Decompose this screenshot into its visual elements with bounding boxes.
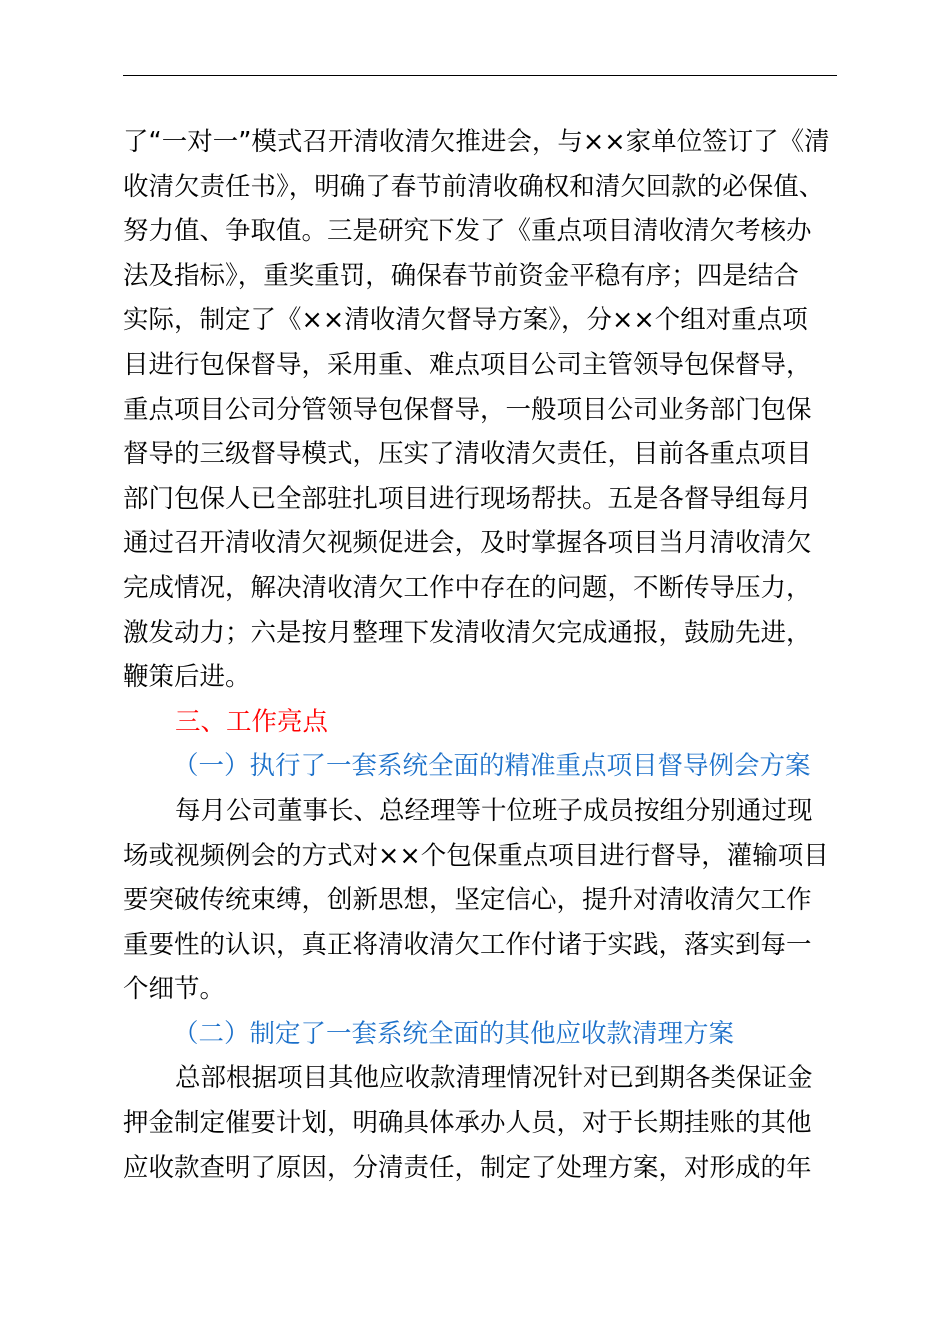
subsection-heading-1: （一）执行了一套系统全面的精准重点项目督导例会方案 <box>173 751 811 782</box>
text-line: 完成情况，解决清收清欠工作中存在的问题，不断传导压力， <box>123 572 812 603</box>
text-line: 了“一对一”模式召开清收清欠推进会，与××家单位签订了《清 <box>123 127 830 157</box>
text-line: 重要性的认识，真正将清收清欠工作付诸于实践，落实到每一 <box>123 929 812 960</box>
text-line: 场或视频例会的方式对××个包保重点项目进行督导，灌输项目 <box>123 840 829 871</box>
text-line: 鞭策后进。 <box>123 662 251 693</box>
text-line: 每月公司董事长、总经理等十位班子成员按组分别通过现 <box>175 795 813 826</box>
text-line: 通过召开清收清欠视频促进会，及时掌握各项目当月清收清欠 <box>123 528 812 559</box>
text-line: 努力值、争取值。三是研究下发了《重点项目清收清欠考核办 <box>123 216 812 247</box>
text-line: 重点项目公司分管领导包保督导，一般项目公司业务部门包保 <box>123 394 812 425</box>
document-body <box>123 120 837 1190</box>
section-heading: 三、工作亮点 <box>175 706 329 737</box>
text-line: 目进行包保督导，采用重、难点项目公司主管领导包保督导， <box>123 349 812 380</box>
paragraph-continuation <box>123 120 837 700</box>
subsection-2-paragraph <box>123 1056 837 1190</box>
subsection-heading-2: （二）制定了一套系统全面的其他应收款清理方案 <box>173 1018 735 1049</box>
text-line: 押金制定催要计划，明确具体承办人员，对于长期挂账的其他 <box>123 1108 812 1139</box>
text-line: 个细节。 <box>123 974 226 1005</box>
text-line: 法及指标》，重奖重罚，确保春节前资金平稳有序；四是结合 <box>123 260 799 291</box>
subsection-1-paragraph <box>123 789 837 1012</box>
text-line: 应收款查明了原因，分清责任，制定了处理方案，对形成的年 <box>123 1152 812 1183</box>
header-rule <box>123 75 837 76</box>
text-line: 收清欠责任书》，明确了春节前清收确权和清欠回款的必保值、 <box>123 171 825 202</box>
text-line: 督导的三级督导模式，压实了清收清欠责任，目前各重点项目 <box>123 439 812 470</box>
text-line: 激发动力；六是按月整理下发清收清欠完成通报，鼓励先进， <box>123 617 812 648</box>
text-line: 部门包保人已全部驻扎项目进行现场帮扶。五是各督导组每月 <box>123 483 812 514</box>
text-line: 要突破传统束缚，创新思想，坚定信心，提升对清收清欠工作 <box>123 885 812 916</box>
text-line: 总部根据项目其他应收款清理情况针对已到期各类保证金 <box>175 1063 813 1094</box>
text-line: 实际，制定了《××清收清欠督导方案》，分××个组对重点项 <box>123 305 808 336</box>
